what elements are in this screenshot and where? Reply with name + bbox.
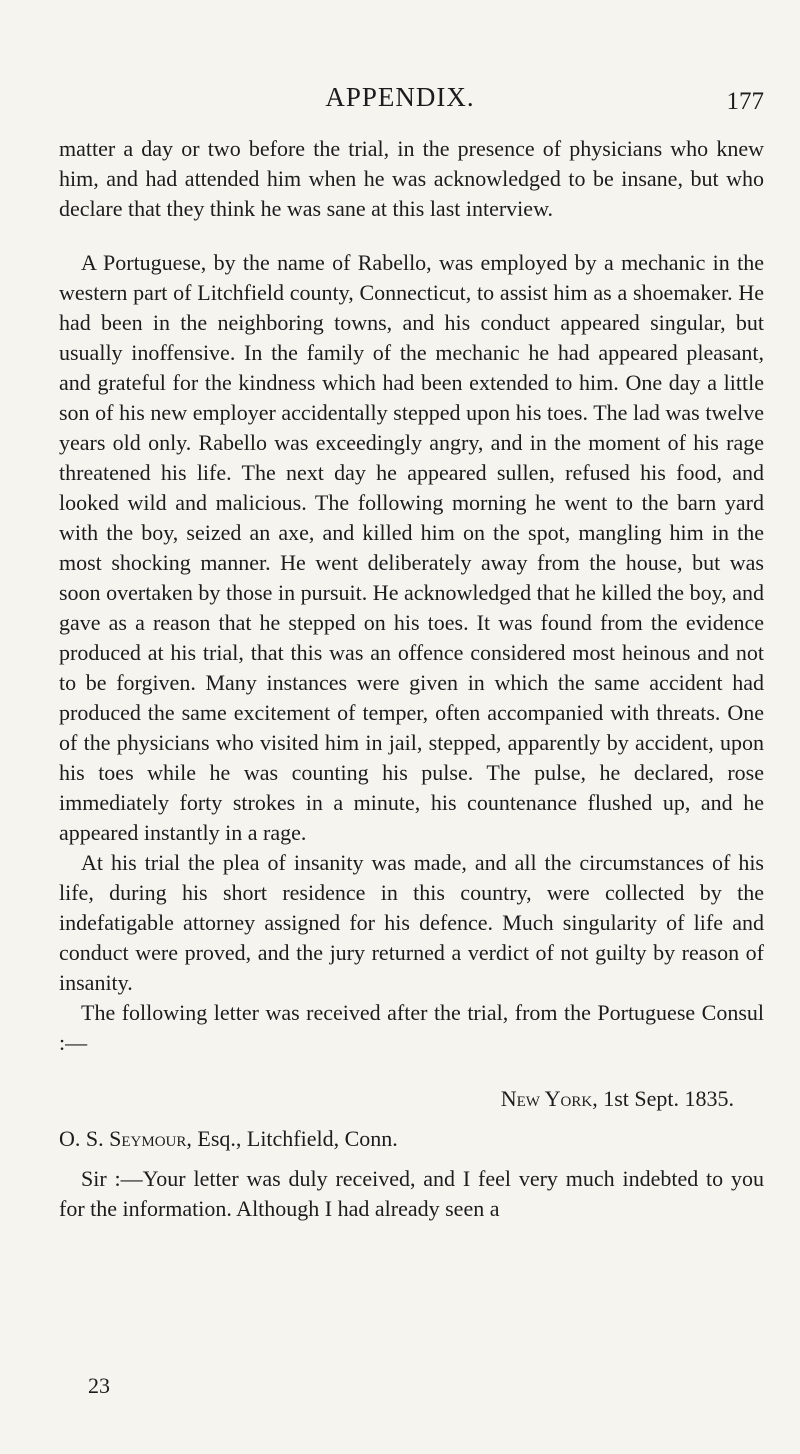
paragraph-letter-intro: The following letter was received after the trial, from the Portuguese Consul :— [59,1000,764,1055]
paragraph-trial: At his trial the plea of insanity was made, and all the circumstances of his life, during his short residence in this country, were collected by the indefatigable attorney assigned for his defence. Much singularity of life and conduct were proved, and the jury returned a verdict of not guilty by reason of insanity. [59,850,764,995]
signature-mark: 23 [88,1373,110,1398]
paragraph-continuation: matter a day or two before the trial, in the presence of physicians who knew him, and had attended him when he was acknowledged to be insane, but who declare that they think he was sane at this last interview. [59,136,764,221]
page-header [0,82,800,122]
body-text [59,134,764,1224]
addressee-initials: O. S. [59,1126,104,1151]
letter-place: New York, [500,1086,598,1111]
letter-addressee [59,1124,764,1154]
running-head: APPENDIX. [325,82,475,112]
page-number: 177 [726,88,764,115]
letter-date: 1st Sept. 1835. [603,1086,734,1111]
addressee-name: Seymour, [109,1126,192,1151]
letter-body: Sir :—Your letter was duly received, and I feel very much indebted to you for the information. Although I had already seen a [59,1166,764,1221]
letter-dateline [59,1084,764,1114]
paragraph-rabello-case: A Portuguese, by the name of Rabello, was employed by a mechanic in the western part of Litchfield county, Connecticut, to assist him as a shoemaker. He had been in the neighboring towns, and his conduct appeared singular, but usually inoffensive. In the family of the mechanic he had appeared pleasant, and grateful for the kindness which had been extended to him. One day a little son of his new employer accidentally stepped upon his toes. The lad was twelve years old only. Rabello was exceedingly angry, and in the moment of his rage threatened his life. The next day he appeared sullen, refused his food, and looked wild and malicious. The following morning he went to the barn yard with the boy, seized an axe, and killed him on the spot, mangling him in the most shocking manner. He went deliberately away from the house, but was soon overtaken by those in pursuit. He acknowledged that he killed the boy, and gave as a reason that he stepped on his toes. It was found from the evidence produced at his trial, that this was an offence considered most heinous and not to be forgiven. Many instances were given in which the same accident had produced the same excitement of temper, often accompanied with threats. One of the physicians who visited him in jail, stepped, apparently by accident, upon his toes while he was counting his pulse. The pulse, he declared, rose immediately forty strokes in a minute, his countenance flushed up, and he appeared instantly in a rage. [59,250,764,845]
addressee-rest: Esq., Litchfield, Conn. [197,1126,398,1151]
